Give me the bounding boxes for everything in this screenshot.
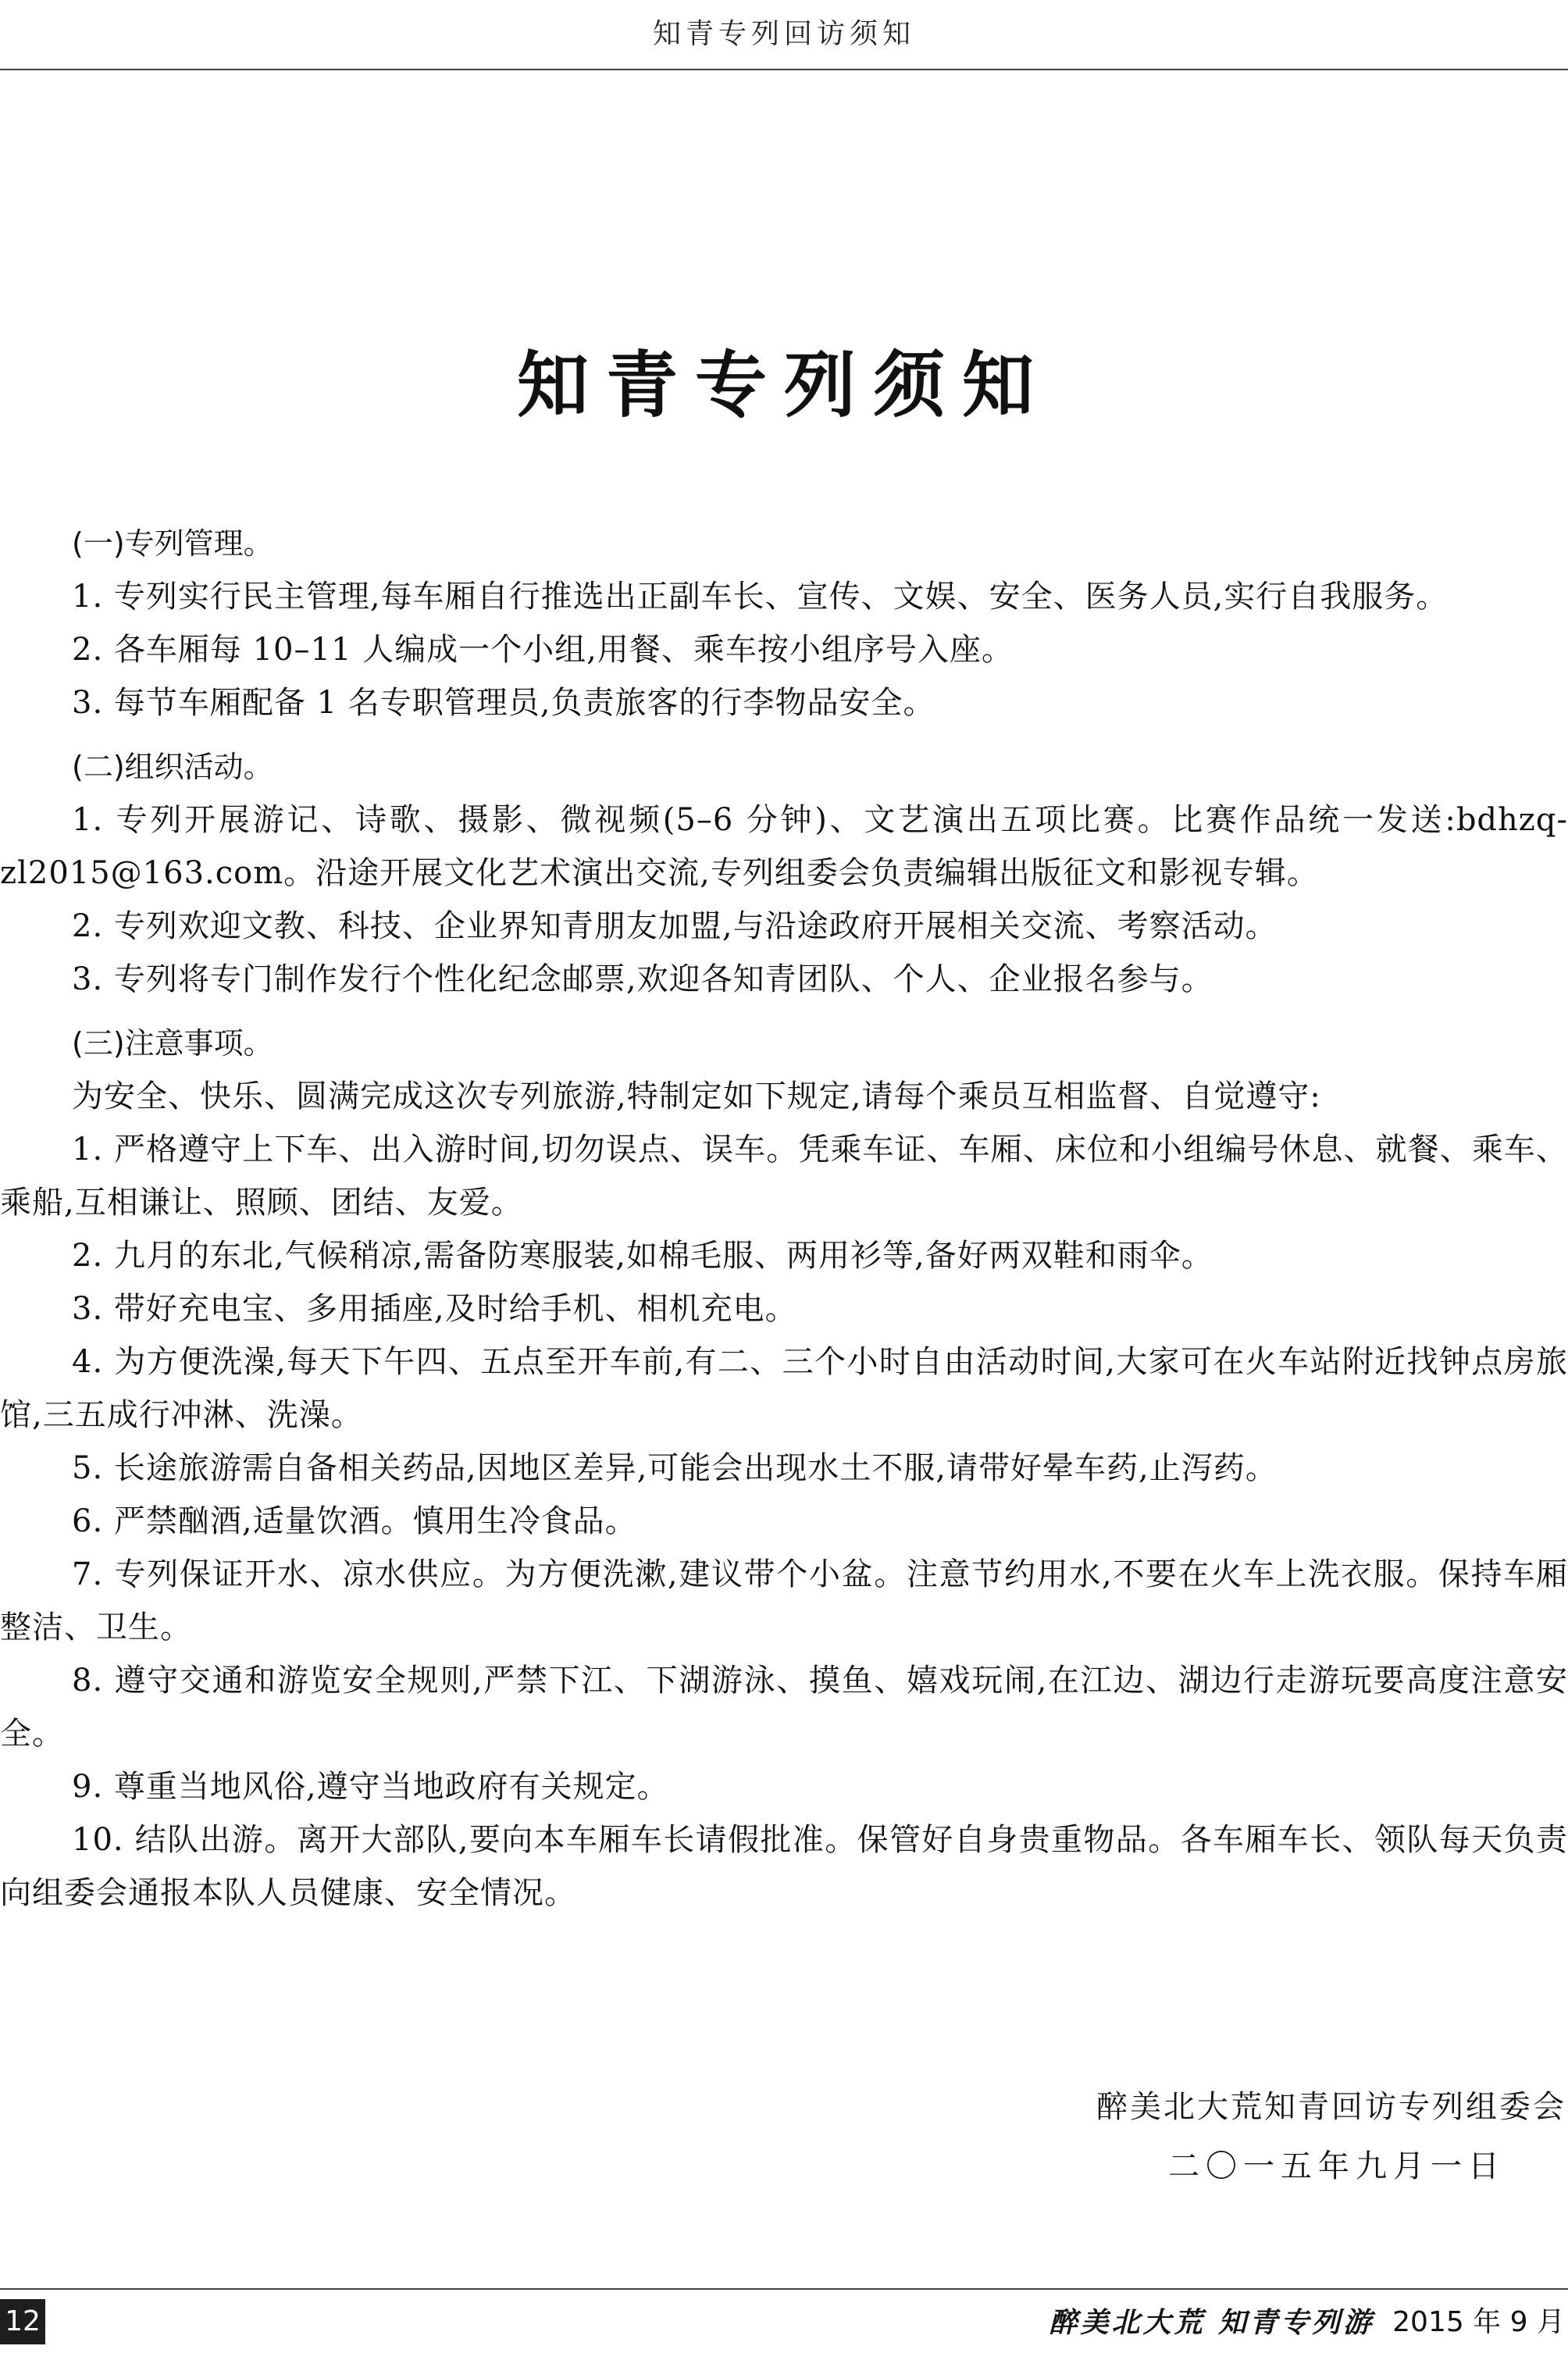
page-title: 知青专列须知	[516, 343, 1051, 427]
precautions-item-5: 5. 长途旅游需自备相关药品,因地区差异,可能会出现水土不服,请带好晕车药,止泻药。	[72, 1450, 1278, 1486]
section-heading-precautions: (三)注意事项。	[72, 1026, 273, 1061]
signature-organizer: 醉美北大荒知青回访专列组委会	[1096, 2089, 1566, 2125]
section-heading-activities: (二)组织活动。	[72, 750, 273, 784]
footer-publication: 醉美北大荒 知青专列游	[1049, 2306, 1374, 2339]
precautions-item-4: 4. 为方便洗澡,每天下午四、五点至开车前,有二、三个小时自由活动时间,大家可在火车站附近找钟点房旅馆,三五成行冲淋、洗澡。	[0, 1344, 1568, 1433]
precautions-item-10: 10. 结队出游。离开大部队,要向本车厢车长请假批准。保管好自身贵重物品。各车厢车长、领队每天负责向组委会通报本队人员健康、安全情况。	[0, 1822, 1568, 1911]
management-item-2: 2. 各车厢每 10–11 人编成一个小组,用餐、乘车按小组序号入座。	[72, 632, 1014, 668]
precautions-item-7: 7. 专列保证开水、凉水供应。为方便洗漱,建议带个小盆。注意节约用水,不要在火车上洗衣服。保持车厢整洁、卫生。	[0, 1556, 1568, 1645]
notice-body	[0, 517, 1568, 1920]
precautions-item-8: 8. 遵守交通和游览安全规则,严禁下江、下湖游泳、摸鱼、嬉戏玩闹,在江边、湖边行走游玩要高度注意安全。	[0, 1663, 1568, 1752]
signature-date: 二〇一五年九月一日	[1168, 2148, 1506, 2184]
precautions-item-3: 3. 带好充电宝、多用插座,及时给手机、相机充电。	[72, 1291, 797, 1327]
precautions-item-9: 9. 尊重当地风俗,遵守当地政府有关规定。	[72, 1769, 669, 1805]
precautions-intro: 为安全、快乐、圆满完成这次专列旅游,特制定如下规定,请每个乘员互相监督、自觉遵守:	[72, 1078, 1321, 1114]
page-footer	[0, 2288, 1568, 2353]
management-item-1: 1. 专列实行民主管理,每车厢自行推选出正副车长、宣传、文娱、安全、医务人员,实行自我服务。	[72, 579, 1449, 615]
precautions-item-6: 6. 严禁酗酒,适量饮酒。慎用生冷食品。	[72, 1503, 637, 1539]
section-heading-management: (一)专列管理。	[72, 526, 273, 561]
running-header	[0, 0, 1568, 70]
footer-issue-date: 2015 年 9 月	[1392, 2306, 1565, 2338]
signature-block	[1096, 2077, 1566, 2196]
precautions-item-1: 1. 严格遵守上下车、出入游时间,切勿误点、误车。凭乘车证、车厢、床位和小组编号休息、就餐、乘车、乘船,互相谦让、照顾、团结、友爱。	[0, 1132, 1568, 1221]
activities-item-2: 2. 专列欢迎文教、科技、企业界知青朋友加盟,与沿途政府开展相关交流、考察活动。	[72, 908, 1278, 944]
page-number: 12	[0, 2299, 45, 2344]
activities-item-3: 3. 专列将专门制作发行个性化纪念邮票,欢迎各知青团队、个人、企业报名参与。	[72, 961, 1213, 997]
activities-item-1: 1. 专列开展游记、诗歌、摄影、微视频(5–6 分钟)、文艺演出五项比赛。比赛作品统一发送:bdhzq-zl2015@163.com。沿途开展文化艺术演出交流,专列组委会负责编辑出版征文和影视专辑。	[0, 802, 1568, 891]
precautions-item-2: 2. 九月的东北,气候稍凉,需备防寒服装,如棉毛服、两用衫等,备好两双鞋和雨伞。	[72, 1238, 1213, 1274]
running-header-title: 知青专列回访须知	[652, 18, 915, 50]
management-item-3: 3. 每节车厢配备 1 名专职管理员,负责旅客的行李物品安全。	[72, 685, 935, 721]
